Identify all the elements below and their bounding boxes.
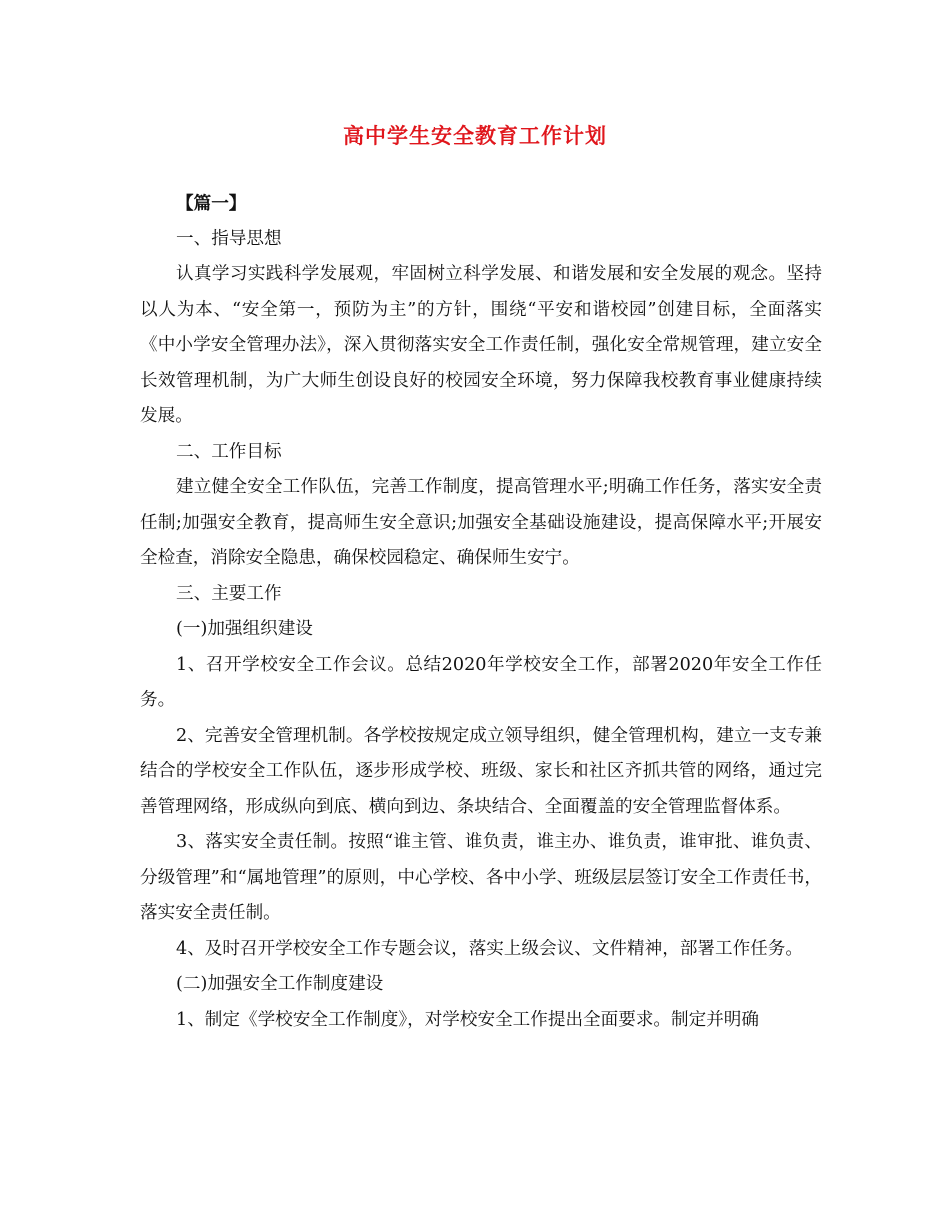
subsection-heading-organization: (一)加强组织建设: [176, 619, 313, 639]
list-item: 1、制定《学校安全工作制度》，对学校安全工作提出全面要求。制定并明确: [176, 1009, 759, 1030]
section-heading-guiding-ideology: 一、指导思想: [176, 228, 282, 249]
subsection-heading-system-building: (二)加强安全工作制度建设: [176, 974, 384, 994]
paragraph-guiding-ideology: 认真学习实践科学发展观，牢固树立科学发展、和谐发展和安全发展的观念。坚持以人为本、“安全第一，预防为主”的方针，围绕“平安和谐校园”创建目标，全面落实《中小学安全管理办法》，深入贯彻落实安全工作责任制，强化安全常规管理，建立安全长效管理机制，为广大师生创设良好的校园安全环境，努力保障我校教育事业健康持续发展。: [140, 264, 822, 426]
document-body: [140, 186, 822, 1038]
section-heading-main-work: 三、主要工作: [176, 583, 282, 604]
list-item: 3、落实安全责任制。按照“谁主管、谁负责，谁主办、谁负责，谁审批、谁负责、分级管理”和“属地管理”的原则，中心学校、各中小学、班级层层签订安全工作责任书，落实安全责任制。: [140, 832, 822, 923]
list-item: 4、及时召开学校安全工作专题会议，落实上级会议、文件精神，部署工作任务。: [176, 938, 803, 959]
paragraph-work-goals: 建立健全安全工作队伍，完善工作制度，提高管理水平;明确工作任务，落实安全责任制;加强安全教育，提高师生安全意识;加强安全基础设施建设，提高保障水平;开展安全检查，消除安全隐患，确保校园稳定、确保师生安宁。: [140, 477, 822, 568]
list-item: 1、召开学校安全工作会议。总结2020年学校安全工作，部署2020年安全工作任务。: [140, 654, 822, 710]
section-heading-work-goals: 二、工作目标: [176, 441, 282, 462]
part-label: 【篇一】: [176, 193, 247, 214]
document-title: 高中学生安全教育工作计划: [343, 123, 607, 148]
list-item: 2、完善安全管理机制。各学校按规定成立领导组织，健全管理机构，建立一支专兼结合的学校安全工作队伍，逐步形成学校、班级、家长和社区齐抓共管的网络，通过完善管理网络，形成纵向到底、横向到边、条块结合、全面覆盖的安全管理监督体系。: [140, 725, 822, 817]
